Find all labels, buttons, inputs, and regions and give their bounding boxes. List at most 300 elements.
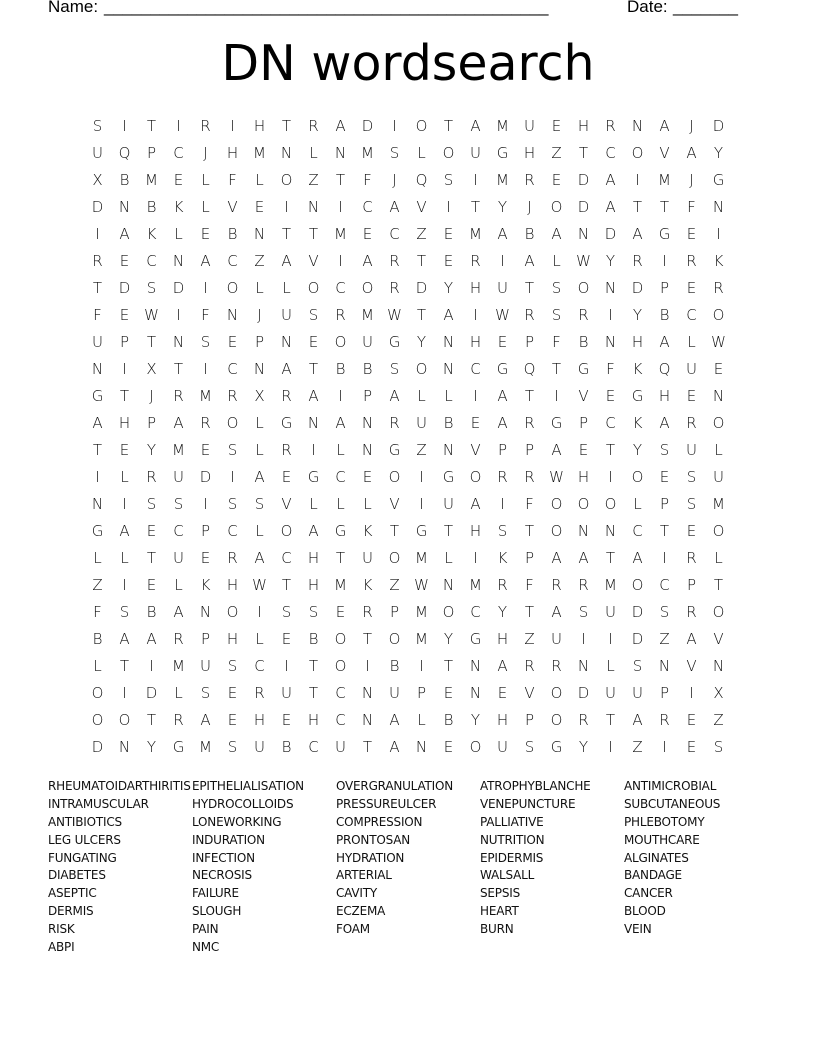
grid-cell[interactable]: Z <box>713 710 724 729</box>
grid-cell[interactable]: S <box>92 116 103 135</box>
grid-cell[interactable]: T <box>443 116 454 135</box>
grid-cell[interactable]: V <box>281 494 292 513</box>
grid-cell[interactable]: N <box>172 251 185 270</box>
grid-cell[interactable]: B <box>524 224 535 243</box>
grid-cell[interactable]: A <box>551 440 562 459</box>
grid-cell[interactable]: I <box>203 494 208 513</box>
grid-cell[interactable]: V <box>659 143 670 162</box>
grid-cell[interactable]: F <box>201 305 210 324</box>
grid-cell[interactable]: N <box>253 224 266 243</box>
grid-cell[interactable]: A <box>281 359 292 378</box>
grid-cell[interactable]: S <box>308 305 319 324</box>
grid-cell[interactable]: L <box>309 143 318 162</box>
grid-cell[interactable]: R <box>524 305 535 324</box>
grid-cell[interactable]: S <box>443 170 454 189</box>
grid-cell[interactable]: W <box>711 332 726 351</box>
grid-cell[interactable]: A <box>308 386 319 405</box>
grid-cell[interactable]: N <box>604 332 617 351</box>
grid-cell[interactable]: S <box>551 278 562 297</box>
grid-cell[interactable]: T <box>524 386 535 405</box>
grid-cell[interactable]: G <box>550 413 563 432</box>
grid-cell[interactable]: P <box>146 143 157 162</box>
grid-cell[interactable]: O <box>334 629 347 648</box>
grid-cell[interactable]: G <box>550 737 563 756</box>
grid-cell[interactable]: G <box>91 386 104 405</box>
grid-cell[interactable]: E <box>200 440 211 459</box>
grid-cell[interactable]: H <box>523 143 536 162</box>
grid-cell[interactable]: Q <box>415 170 428 189</box>
grid-cell[interactable]: P <box>524 710 535 729</box>
grid-cell[interactable]: H <box>469 278 482 297</box>
grid-cell[interactable]: T <box>146 710 157 729</box>
grid-cell[interactable]: G <box>388 440 401 459</box>
grid-cell[interactable]: M <box>172 440 185 459</box>
grid-cell[interactable]: M <box>658 170 671 189</box>
grid-cell[interactable]: L <box>282 278 291 297</box>
grid-cell[interactable]: A <box>659 116 670 135</box>
grid-cell[interactable]: S <box>686 467 697 486</box>
grid-cell[interactable]: O <box>334 332 347 351</box>
grid-cell[interactable]: T <box>605 440 616 459</box>
grid-cell[interactable]: D <box>118 278 131 297</box>
grid-cell[interactable]: A <box>173 602 184 621</box>
grid-cell[interactable]: L <box>714 440 723 459</box>
grid-cell[interactable]: O <box>226 278 239 297</box>
grid-cell[interactable]: O <box>604 494 617 513</box>
grid-cell[interactable]: T <box>92 440 103 459</box>
grid-cell[interactable]: L <box>174 224 183 243</box>
grid-cell[interactable]: H <box>496 629 509 648</box>
grid-cell[interactable]: B <box>146 602 157 621</box>
grid-cell[interactable]: I <box>419 494 424 513</box>
grid-cell[interactable]: Z <box>389 575 400 594</box>
grid-cell[interactable]: A <box>146 629 157 648</box>
grid-cell[interactable]: M <box>361 305 374 324</box>
grid-cell[interactable]: D <box>604 224 617 243</box>
grid-cell[interactable]: D <box>712 116 725 135</box>
grid-cell[interactable]: N <box>469 656 482 675</box>
grid-cell[interactable]: E <box>686 278 697 297</box>
grid-cell[interactable]: T <box>335 170 346 189</box>
grid-cell[interactable]: A <box>524 251 535 270</box>
grid-cell[interactable]: I <box>284 656 289 675</box>
grid-cell[interactable]: R <box>146 467 157 486</box>
grid-cell[interactable]: M <box>469 575 482 594</box>
grid-cell[interactable]: R <box>470 251 481 270</box>
grid-cell[interactable]: O <box>550 683 563 702</box>
grid-cell[interactable]: L <box>417 710 426 729</box>
grid-cell[interactable]: R <box>686 602 697 621</box>
grid-cell[interactable]: T <box>146 332 157 351</box>
grid-cell[interactable]: O <box>712 521 725 540</box>
grid-cell[interactable]: I <box>716 224 721 243</box>
grid-cell[interactable]: V <box>308 251 319 270</box>
grid-cell[interactable]: J <box>257 305 262 324</box>
grid-cell[interactable]: S <box>173 494 184 513</box>
grid-cell[interactable]: D <box>577 170 590 189</box>
grid-cell[interactable]: H <box>307 575 320 594</box>
grid-cell[interactable]: T <box>281 116 292 135</box>
grid-cell[interactable]: N <box>91 494 104 513</box>
grid-cell[interactable]: L <box>255 440 264 459</box>
grid-cell[interactable]: I <box>662 548 667 567</box>
grid-cell[interactable]: H <box>226 143 239 162</box>
grid-cell[interactable]: M <box>199 386 212 405</box>
grid-cell[interactable]: S <box>146 494 157 513</box>
grid-cell[interactable]: U <box>173 548 184 567</box>
grid-cell[interactable]: W <box>144 305 159 324</box>
grid-cell[interactable]: O <box>631 467 644 486</box>
grid-cell[interactable]: A <box>686 629 697 648</box>
grid-cell[interactable]: G <box>631 386 644 405</box>
grid-cell[interactable]: W <box>414 575 429 594</box>
grid-cell[interactable]: E <box>497 683 508 702</box>
grid-cell[interactable]: I <box>338 197 343 216</box>
grid-cell[interactable]: C <box>308 737 319 756</box>
grid-cell[interactable]: C <box>389 224 400 243</box>
grid-cell[interactable]: T <box>713 575 724 594</box>
grid-cell[interactable]: I <box>473 386 478 405</box>
grid-cell[interactable]: R <box>686 251 697 270</box>
grid-cell[interactable]: B <box>659 305 670 324</box>
grid-cell[interactable]: P <box>659 278 670 297</box>
grid-cell[interactable]: O <box>280 170 293 189</box>
grid-cell[interactable]: E <box>713 359 724 378</box>
grid-cell[interactable]: A <box>497 224 508 243</box>
grid-cell[interactable]: A <box>362 251 373 270</box>
grid-cell[interactable]: O <box>550 197 563 216</box>
grid-cell[interactable]: I <box>608 467 613 486</box>
grid-cell[interactable]: T <box>146 548 157 567</box>
grid-cell[interactable]: V <box>416 197 427 216</box>
grid-cell[interactable]: L <box>336 494 345 513</box>
grid-cell[interactable]: T <box>308 656 319 675</box>
grid-cell[interactable]: E <box>551 170 562 189</box>
grid-cell[interactable]: Q <box>523 359 536 378</box>
grid-cell[interactable]: L <box>363 494 372 513</box>
grid-cell[interactable]: H <box>577 467 590 486</box>
grid-cell[interactable]: S <box>254 494 265 513</box>
grid-cell[interactable]: C <box>335 683 346 702</box>
grid-cell[interactable]: D <box>631 278 644 297</box>
grid-cell[interactable]: K <box>497 548 508 567</box>
grid-cell[interactable]: V <box>578 386 589 405</box>
grid-cell[interactable]: S <box>281 602 292 621</box>
grid-cell[interactable]: U <box>686 359 697 378</box>
grid-cell[interactable]: F <box>93 305 102 324</box>
grid-cell[interactable]: T <box>92 278 103 297</box>
grid-cell[interactable]: P <box>200 629 211 648</box>
grid-cell[interactable]: I <box>122 575 127 594</box>
grid-cell[interactable]: C <box>605 413 616 432</box>
grid-cell[interactable]: T <box>362 629 373 648</box>
grid-cell[interactable]: Q <box>118 143 131 162</box>
grid-cell[interactable]: O <box>118 710 131 729</box>
grid-cell[interactable]: M <box>199 737 212 756</box>
grid-cell[interactable]: O <box>469 737 482 756</box>
grid-cell[interactable]: L <box>552 251 561 270</box>
grid-cell[interactable]: E <box>470 413 481 432</box>
grid-cell[interactable]: C <box>254 656 265 675</box>
grid-cell[interactable]: U <box>632 683 643 702</box>
grid-cell[interactable]: I <box>230 467 235 486</box>
grid-cell[interactable]: T <box>119 656 130 675</box>
grid-cell[interactable]: F <box>525 575 534 594</box>
grid-cell[interactable]: E <box>443 224 454 243</box>
grid-cell[interactable]: A <box>470 116 481 135</box>
grid-cell[interactable]: O <box>577 278 590 297</box>
grid-cell[interactable]: I <box>419 467 424 486</box>
grid-cell[interactable]: N <box>604 278 617 297</box>
grid-cell[interactable]: K <box>146 224 157 243</box>
grid-cell[interactable]: E <box>362 224 373 243</box>
grid-cell[interactable]: M <box>253 143 266 162</box>
grid-cell[interactable]: I <box>446 197 451 216</box>
grid-cell[interactable]: P <box>659 683 670 702</box>
grid-cell[interactable]: I <box>230 116 235 135</box>
grid-cell[interactable]: O <box>415 116 428 135</box>
grid-cell[interactable]: R <box>524 413 535 432</box>
grid-cell[interactable]: Z <box>308 170 319 189</box>
grid-cell[interactable]: R <box>659 710 670 729</box>
grid-cell[interactable]: H <box>118 413 131 432</box>
grid-cell[interactable]: A <box>497 386 508 405</box>
grid-cell[interactable]: M <box>172 656 185 675</box>
grid-cell[interactable]: M <box>415 629 428 648</box>
grid-cell[interactable]: O <box>334 656 347 675</box>
grid-cell[interactable]: I <box>176 116 181 135</box>
letter-grid[interactable] <box>84 112 732 760</box>
grid-cell[interactable]: I <box>338 386 343 405</box>
grid-cell[interactable]: F <box>525 494 534 513</box>
grid-cell[interactable]: I <box>554 386 559 405</box>
grid-cell[interactable]: G <box>415 521 428 540</box>
grid-cell[interactable]: R <box>497 467 508 486</box>
grid-cell[interactable]: P <box>524 440 535 459</box>
grid-cell[interactable]: R <box>551 656 562 675</box>
grid-cell[interactable]: H <box>226 575 239 594</box>
grid-cell[interactable]: R <box>227 548 238 567</box>
grid-cell[interactable]: N <box>577 224 590 243</box>
grid-cell[interactable]: T <box>578 143 589 162</box>
grid-cell[interactable]: C <box>281 548 292 567</box>
grid-cell[interactable]: N <box>361 710 374 729</box>
grid-cell[interactable]: A <box>659 332 670 351</box>
grid-cell[interactable]: N <box>658 656 671 675</box>
grid-cell[interactable]: C <box>146 251 157 270</box>
grid-cell[interactable]: C <box>632 521 643 540</box>
grid-cell[interactable]: E <box>119 305 130 324</box>
grid-cell[interactable]: O <box>550 494 563 513</box>
grid-cell[interactable]: E <box>281 467 292 486</box>
grid-cell[interactable]: L <box>687 332 696 351</box>
grid-cell[interactable]: N <box>118 737 131 756</box>
grid-cell[interactable]: E <box>497 332 508 351</box>
grid-cell[interactable]: Z <box>92 575 103 594</box>
grid-cell[interactable]: A <box>119 521 130 540</box>
grid-cell[interactable]: U <box>524 116 535 135</box>
grid-cell[interactable]: A <box>254 548 265 567</box>
grid-cell[interactable]: M <box>361 143 374 162</box>
grid-cell[interactable]: C <box>470 602 481 621</box>
grid-cell[interactable]: R <box>686 413 697 432</box>
grid-cell[interactable]: D <box>145 683 158 702</box>
grid-cell[interactable]: A <box>281 251 292 270</box>
grid-cell[interactable]: F <box>687 197 696 216</box>
grid-cell[interactable]: A <box>254 467 265 486</box>
grid-cell[interactable]: L <box>201 197 210 216</box>
grid-cell[interactable]: D <box>199 467 212 486</box>
grid-cell[interactable]: A <box>200 251 211 270</box>
grid-cell[interactable]: S <box>713 737 724 756</box>
grid-cell[interactable]: H <box>307 710 320 729</box>
grid-cell[interactable]: R <box>227 386 238 405</box>
grid-cell[interactable]: E <box>227 332 238 351</box>
grid-cell[interactable]: T <box>335 548 346 567</box>
grid-cell[interactable]: I <box>122 359 127 378</box>
grid-cell[interactable]: Z <box>659 629 670 648</box>
grid-cell[interactable]: N <box>199 602 212 621</box>
grid-cell[interactable]: M <box>415 548 428 567</box>
grid-cell[interactable]: N <box>118 197 131 216</box>
grid-cell[interactable]: I <box>608 737 613 756</box>
grid-cell[interactable]: R <box>335 305 346 324</box>
grid-cell[interactable]: G <box>172 737 185 756</box>
grid-cell[interactable]: L <box>255 521 264 540</box>
grid-cell[interactable]: T <box>524 602 535 621</box>
grid-cell[interactable]: P <box>659 494 670 513</box>
grid-cell[interactable]: C <box>605 143 616 162</box>
grid-cell[interactable]: W <box>576 251 591 270</box>
grid-cell[interactable]: N <box>334 143 347 162</box>
grid-cell[interactable]: H <box>307 548 320 567</box>
grid-cell[interactable]: A <box>632 710 643 729</box>
grid-cell[interactable]: E <box>605 386 616 405</box>
grid-cell[interactable]: M <box>334 224 347 243</box>
grid-cell[interactable]: C <box>686 305 697 324</box>
grid-cell[interactable]: P <box>578 413 589 432</box>
grid-cell[interactable]: D <box>577 683 590 702</box>
grid-cell[interactable]: R <box>362 602 373 621</box>
grid-cell[interactable]: E <box>254 197 265 216</box>
grid-cell[interactable]: D <box>91 737 104 756</box>
grid-cell[interactable]: E <box>281 629 292 648</box>
grid-cell[interactable]: O <box>631 143 644 162</box>
grid-cell[interactable]: X <box>254 386 265 405</box>
grid-cell[interactable]: R <box>92 251 103 270</box>
grid-cell[interactable]: B <box>362 359 373 378</box>
grid-cell[interactable]: U <box>335 737 346 756</box>
grid-cell[interactable]: I <box>311 440 316 459</box>
grid-cell[interactable]: J <box>689 116 694 135</box>
name-field-line[interactable]: ________________________________________________ <box>104 0 549 16</box>
grid-cell[interactable]: E <box>227 683 238 702</box>
grid-cell[interactable]: B <box>578 332 589 351</box>
grid-cell[interactable]: D <box>172 278 185 297</box>
grid-cell[interactable]: U <box>443 494 454 513</box>
grid-cell[interactable]: E <box>686 737 697 756</box>
grid-cell[interactable]: O <box>442 602 455 621</box>
grid-cell[interactable]: L <box>174 683 183 702</box>
grid-cell[interactable]: S <box>308 602 319 621</box>
grid-cell[interactable]: S <box>227 494 238 513</box>
grid-cell[interactable]: I <box>608 629 613 648</box>
grid-cell[interactable]: E <box>173 170 184 189</box>
grid-cell[interactable]: V <box>389 494 400 513</box>
grid-cell[interactable]: D <box>361 116 374 135</box>
grid-cell[interactable]: B <box>335 359 346 378</box>
grid-cell[interactable]: G <box>334 521 347 540</box>
grid-cell[interactable]: N <box>442 575 455 594</box>
grid-cell[interactable]: L <box>93 656 102 675</box>
grid-cell[interactable]: T <box>281 224 292 243</box>
grid-cell[interactable]: F <box>363 170 372 189</box>
grid-cell[interactable]: I <box>176 305 181 324</box>
grid-cell[interactable]: T <box>470 197 481 216</box>
grid-cell[interactable]: L <box>255 170 264 189</box>
grid-cell[interactable]: M <box>496 116 509 135</box>
grid-cell[interactable]: I <box>203 359 208 378</box>
grid-cell[interactable]: U <box>254 737 265 756</box>
grid-cell[interactable]: W <box>549 467 564 486</box>
grid-cell[interactable]: M <box>496 170 509 189</box>
grid-cell[interactable]: T <box>416 251 427 270</box>
grid-cell[interactable]: V <box>686 656 697 675</box>
grid-cell[interactable]: A <box>551 548 562 567</box>
grid-cell[interactable]: I <box>419 656 424 675</box>
grid-cell[interactable]: U <box>281 683 292 702</box>
grid-cell[interactable]: G <box>658 224 671 243</box>
grid-cell[interactable]: A <box>173 413 184 432</box>
grid-cell[interactable]: I <box>122 116 127 135</box>
grid-cell[interactable]: N <box>631 116 644 135</box>
grid-cell[interactable]: R <box>389 413 400 432</box>
grid-cell[interactable]: E <box>443 251 454 270</box>
grid-cell[interactable]: C <box>470 359 481 378</box>
grid-cell[interactable]: N <box>469 683 482 702</box>
grid-cell[interactable]: H <box>469 332 482 351</box>
grid-cell[interactable]: H <box>226 629 239 648</box>
grid-cell[interactable]: A <box>389 386 400 405</box>
grid-cell[interactable]: U <box>362 332 373 351</box>
grid-cell[interactable]: N <box>361 440 374 459</box>
grid-cell[interactable]: C <box>227 521 238 540</box>
grid-cell[interactable]: O <box>226 413 239 432</box>
grid-cell[interactable]: O <box>712 413 725 432</box>
grid-cell[interactable]: L <box>255 278 264 297</box>
grid-cell[interactable]: B <box>308 629 319 648</box>
grid-cell[interactable]: I <box>500 251 505 270</box>
grid-cell[interactable]: O <box>469 467 482 486</box>
grid-cell[interactable]: N <box>361 683 374 702</box>
grid-cell[interactable]: I <box>122 494 127 513</box>
grid-cell[interactable]: M <box>469 224 482 243</box>
grid-cell[interactable]: A <box>119 224 130 243</box>
grid-cell[interactable]: S <box>389 143 400 162</box>
grid-cell[interactable]: V <box>470 440 481 459</box>
grid-cell[interactable]: D <box>91 197 104 216</box>
grid-cell[interactable]: S <box>227 656 238 675</box>
grid-cell[interactable]: R <box>578 305 589 324</box>
grid-cell[interactable]: L <box>255 413 264 432</box>
grid-cell[interactable]: O <box>91 710 104 729</box>
grid-cell[interactable]: U <box>497 737 508 756</box>
grid-cell[interactable]: U <box>362 548 373 567</box>
grid-cell[interactable]: S <box>200 683 211 702</box>
grid-cell[interactable]: O <box>712 602 725 621</box>
grid-cell[interactable]: N <box>253 359 266 378</box>
grid-cell[interactable]: K <box>362 575 373 594</box>
